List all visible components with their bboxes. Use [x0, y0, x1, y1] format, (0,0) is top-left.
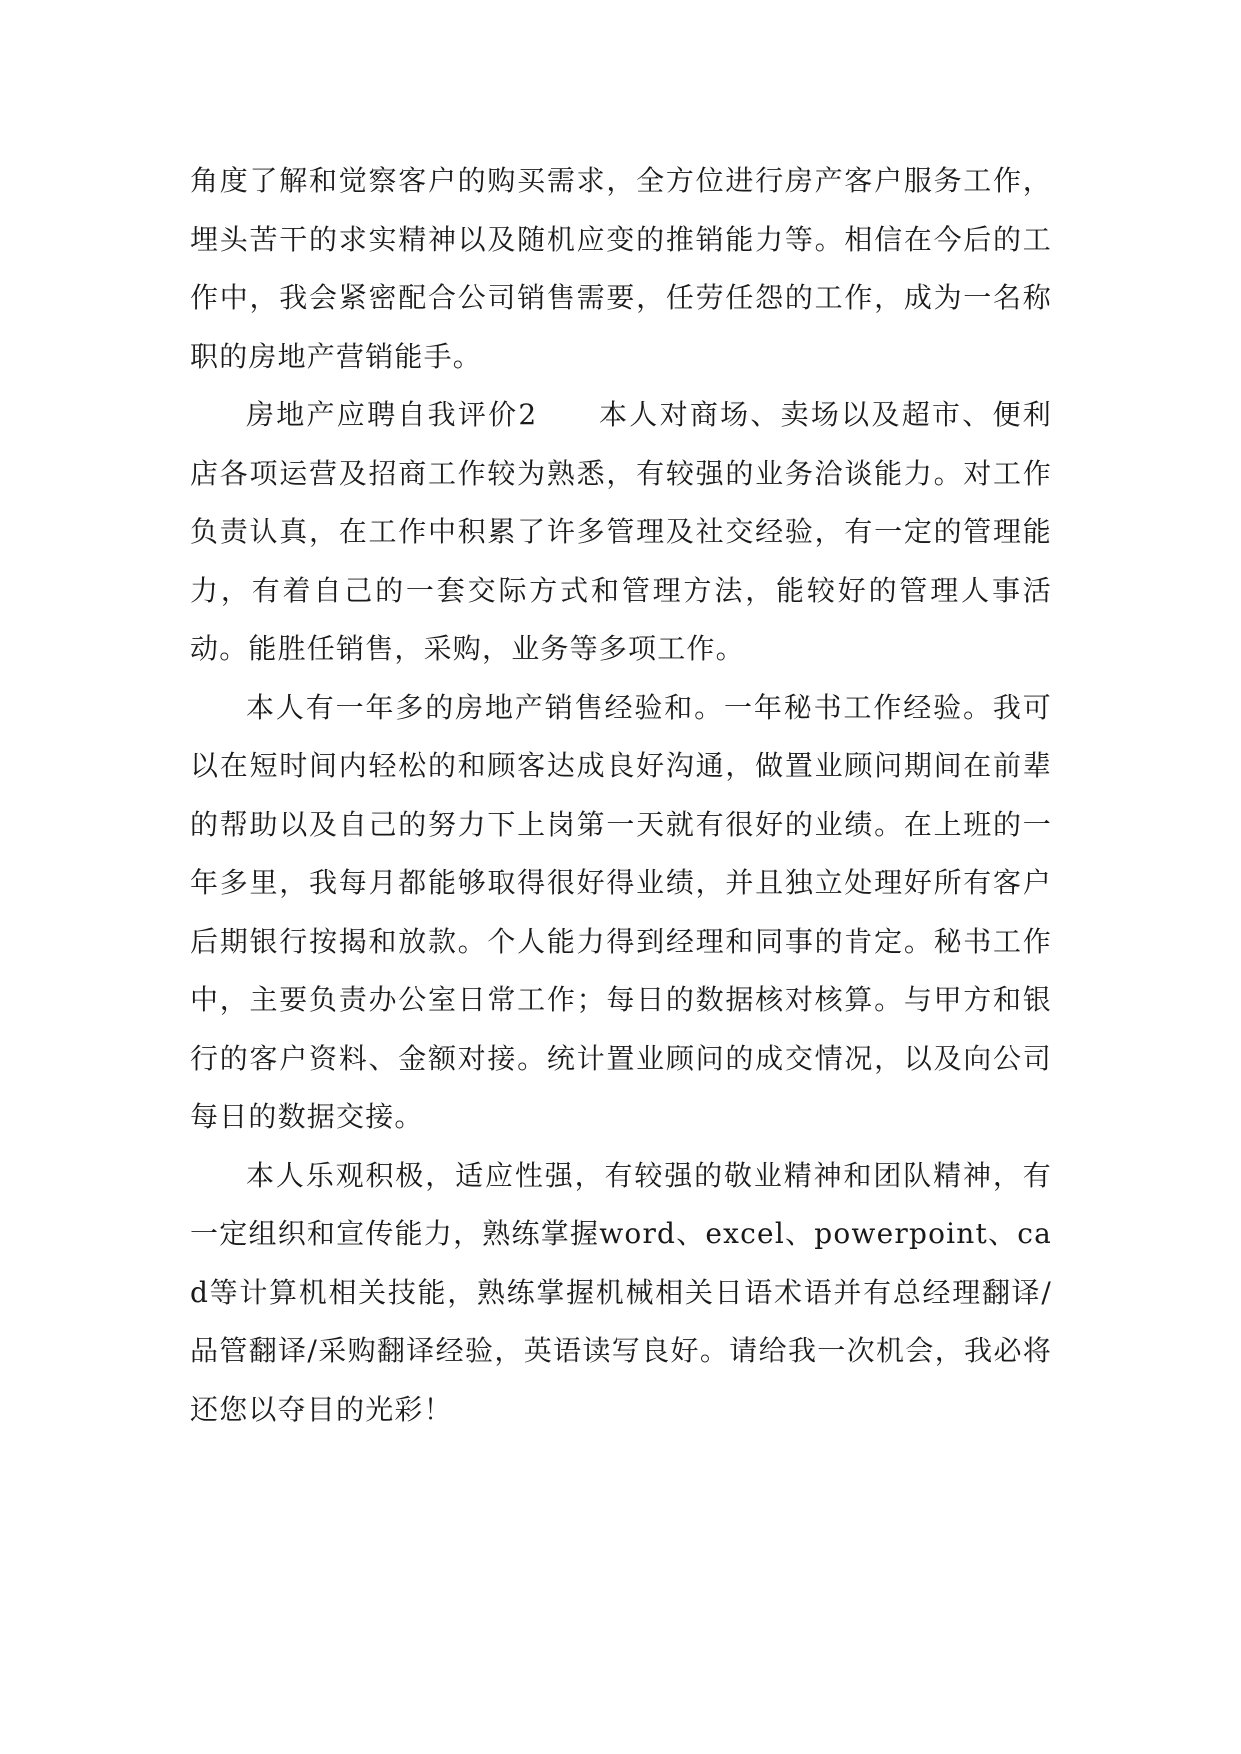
paragraph-experience: 本人有一年多的房地产销售经验和。一年秘书工作经验。我可以在短时间内轻松的和顾客达成良好沟通，做置业顾问期间在前辈的帮助以及自己的努力下上岗第一天就有很好的业绩。在上班的一年多里，我每月都能够取得很好得业绩，并且独立处理好所有客户后期银行按揭和放款。个人能力得到经理和同事的肯定。秘书工作中，主要负责办公室日常工作；每日的数据核对核算。与甲方和银行的客户资料、金额对接。统计置业顾问的成交情况，以及向公司每日的数据交接。 — [190, 690, 1052, 1133]
paragraph-self-evaluation-2: 房地产应聘自我评价2 本人对商场、卖场以及超市、便利店各项运营及招商工作较为熟悉，有较强的业务洽谈能力。对工作负责认真，在工作中积累了许多管理及社交经验，有一定的管理能力，有着自己的一套交际方式和管理方法，能较好的管理人事活动。能胜任销售，采购，业务等多项工作。 — [190, 398, 1052, 665]
paragraph-personality: 本人乐观积极，适应性强，有较强的敬业精神和团队精神，有一定组织和宣传能力，熟练掌握word、excel、powerpoint、cad等计算机相关技能，熟练掌握机械相关日语术语并有总经理翻译/品管翻译/采购翻译经验，英语读写良好。请给我一次机会，我必将还您以夺目的光彩！ — [190, 1158, 1052, 1426]
document-body — [190, 152, 1052, 1439]
paragraph-continuation: 角度了解和觉察客户的购买需求，全方位进行房产客户服务工作，埋头苦干的求实精神以及随机应变的推销能力等。相信在今后的工作中，我会紧密配合公司销售需要，任劳任怨的工作，成为一名称职的房地产营销能手。 — [190, 164, 1052, 373]
